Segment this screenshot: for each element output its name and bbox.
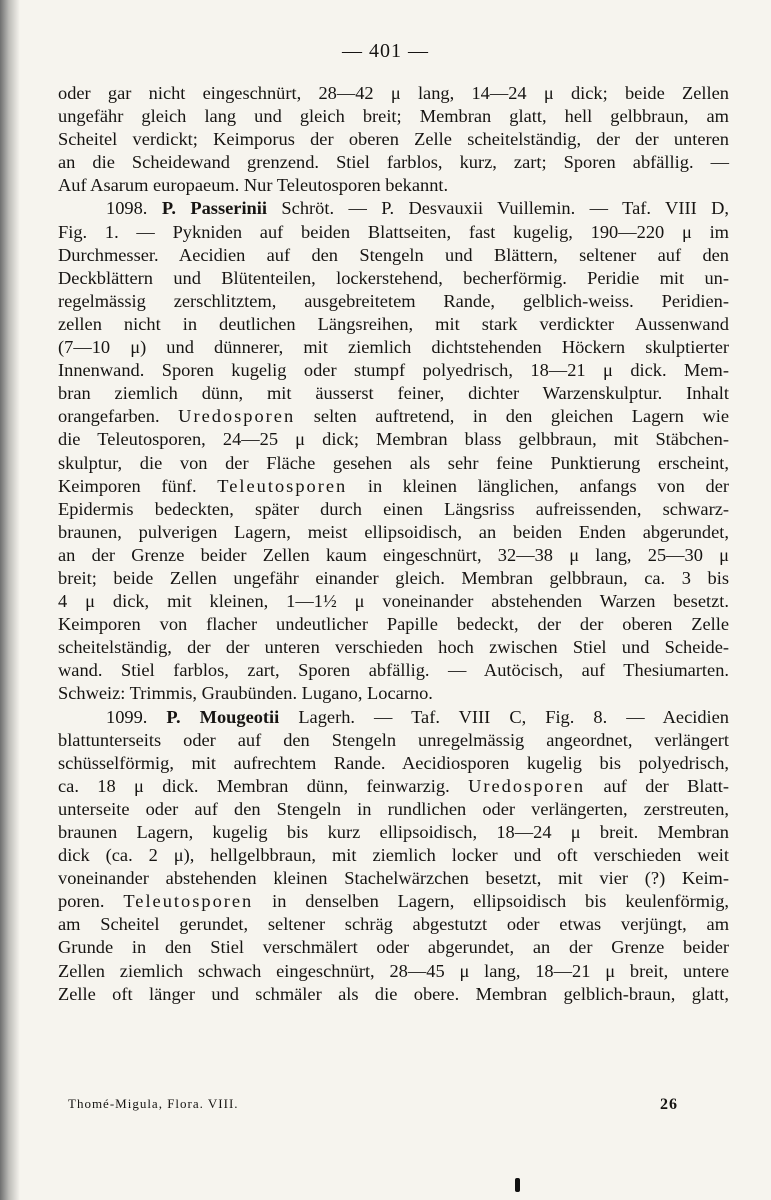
text-line: Schweiz: Trimmis, Graubünden. Lugano, Locarno. xyxy=(58,683,433,704)
text-line: ungefähr gleich lang und gleich breit; Membran glatt, hell gelbbraun, am xyxy=(58,106,729,127)
text-line: Deckblättern und Blütenteilen, lockerstehend, becherförmig. Peridie mit un- xyxy=(58,267,729,288)
text-line xyxy=(58,405,729,428)
text-line: Epidermis bedeckten, später durch einen Längsriss aufreissenden, schwarz- xyxy=(58,498,729,519)
text-line xyxy=(58,475,729,498)
species-name: P. Passerinii xyxy=(161,198,268,219)
print-speck xyxy=(515,1178,520,1192)
text-line: bran ziemlich dünn, mit äusserst feiner, dichter Warzenskulptur. Inhalt xyxy=(58,383,729,404)
entry-number: 1099. xyxy=(106,706,167,727)
entry-number: 1098. xyxy=(106,198,162,219)
text-segment: in kleinen länglichen, anfangs von der xyxy=(347,475,729,496)
page-number: — 401 — xyxy=(342,40,429,62)
spaced-term: Teleutosporen xyxy=(123,891,254,912)
text-line xyxy=(58,890,729,913)
footer-signature: Thomé-Migula, Flora. VIII. xyxy=(68,1096,239,1111)
text-line: 4 μ dick, mit kleinen, 1—1½ μ voneinander abstehenden Warzen besetzt. xyxy=(58,591,729,612)
text-line xyxy=(58,197,729,220)
text-line: braunen Lagern, kugelig bis kurz ellipsoidisch, 18—24 μ breit. Membran xyxy=(58,822,729,842)
text-line: wand. Stiel farblos, zart, Sporen abfällig. — Autöcisch, auf Thesiumarten. xyxy=(58,660,729,681)
text-line: scheitelständig, der der unteren verschieden hoch zwischen Stiel und Scheide- xyxy=(58,637,729,658)
text-line: am Scheitel gerundet, seltener schräg abgestutzt oder etwas verjüngt, am xyxy=(58,914,729,935)
entry-text: Schröt. — P. Desvauxii Vuillemin. — Taf. VIII D, xyxy=(267,198,729,219)
text-segment: Keimporen fünf. xyxy=(58,475,218,496)
text-line: dick (ca. 2 μ), hellgelbbraun, mit ziemlich locker und oft verschieden weit xyxy=(58,845,729,866)
text-line: Zelle oft länger und schmäler als die obere. Membran gelblich-braun, glatt, xyxy=(58,983,729,1004)
text-segment: ca. 18 μ dick. Membran dünn, feinwarzig. xyxy=(58,775,469,796)
text-line: schüsselförmig, mit aufrechtem Rande. Aecidiosporen kugelig bis polyedrisch, xyxy=(58,752,729,773)
text-segment: auf der Blatt- xyxy=(585,775,730,796)
text-line: (7—10 μ) und dünnerer, mit ziemlich dichtstehenden Höckern skulptierter xyxy=(58,337,729,358)
text-line: Zellen ziemlich schwach eingeschnürt, 28—45 μ lang, 18—21 μ breit, untere xyxy=(58,960,729,981)
spaced-term: Teleutosporen xyxy=(217,475,348,496)
text-line: Auf Asarum europaeum. Nur Teleutosporen bekannt. xyxy=(58,175,449,196)
text-line: an die Scheidewand grenzend. Stiel farblos, kurz, zart; Sporen abfällig. — xyxy=(58,152,729,173)
text-segment: in denselben Lagern, ellipsoidisch bis keulenförmig, xyxy=(253,891,729,912)
binding-shadow xyxy=(0,0,20,1200)
text-line: braunen, pulverigen Lagern, meist ellipsoidisch, an beiden Enden abgerundet, xyxy=(58,521,729,542)
spaced-term: Uredosporen xyxy=(468,775,586,796)
text-line: Scheitel verdickt; Keimporus der oberen Zelle scheitelständig, der der unteren xyxy=(58,129,729,150)
species-name: P. Mougeotii xyxy=(166,706,280,727)
text-segment: poren. xyxy=(58,891,124,912)
text-line: zellen nicht in deutlichen Längsreihen, mit stark verdickter Aussenwand xyxy=(58,313,729,334)
footer-sheet-number: 26 xyxy=(660,1096,678,1113)
text-line: blattunterseits oder auf den Stengeln unregelmässig angeordnet, verlängert xyxy=(58,729,729,750)
text-line: Innenwand. Sporen kugelig oder stumpf polyedrisch, 18—21 μ dick. Mem- xyxy=(58,360,729,381)
text-line: voneinander abstehenden kleinen Stachelwärzchen besetzt, mit vier (?) Keim- xyxy=(58,868,729,889)
text-line: oder gar nicht eingeschnürt, 28—42 μ lang, 14—24 μ dick; beide Zellen xyxy=(58,83,729,103)
entry-text: Lagerh. — Taf. VIII C, Fig. 8. — Aecidien xyxy=(279,706,729,727)
text-line: breit; beide Zellen ungefähr einander gleich. Membran gelbbraun, ca. 3 bis xyxy=(58,567,729,588)
text-segment: orangefarben. xyxy=(58,406,179,427)
text-line: Keimporen von flacher undeutlicher Papille bedeckt, der der oberen Zelle xyxy=(58,614,729,635)
text-line: die Teleutosporen, 24—25 μ dick; Membran blass gelbbraun, mit Stäbchen- xyxy=(58,429,729,450)
text-line xyxy=(58,775,729,798)
spaced-term: Uredosporen xyxy=(178,406,296,427)
text-line: Durchmesser. Aecidien auf den Stengeln und Blättern, seltener auf den xyxy=(58,244,729,265)
text-line: an der Grenze beider Zellen kaum eingeschnürt, 32—38 μ lang, 25—30 μ xyxy=(58,544,729,565)
text-segment: selten auftretend, in den gleichen Lagern wie xyxy=(295,406,729,427)
body-text xyxy=(58,82,729,1006)
text-line: Grunde in den Stiel verschmälert oder abgerundet, an der Grenze beider xyxy=(58,937,729,958)
text-line: skulptur, die von der Fläche gesehen als sehr feine Punktierung erscheint, xyxy=(58,452,729,473)
text-line xyxy=(58,706,729,729)
text-line: regelmässig zerschlitztem, ausgebreitetem Rande, gelblich-weiss. Peridien- xyxy=(58,290,729,311)
text-line: Fig. 1. — Pykniden auf beiden Blattseiten, fast kugelig, 190—220 μ im xyxy=(58,221,729,242)
text-line: unterseite oder auf den Stengeln in rundlichen oder verlängerten, zerstreuten, xyxy=(58,798,729,819)
